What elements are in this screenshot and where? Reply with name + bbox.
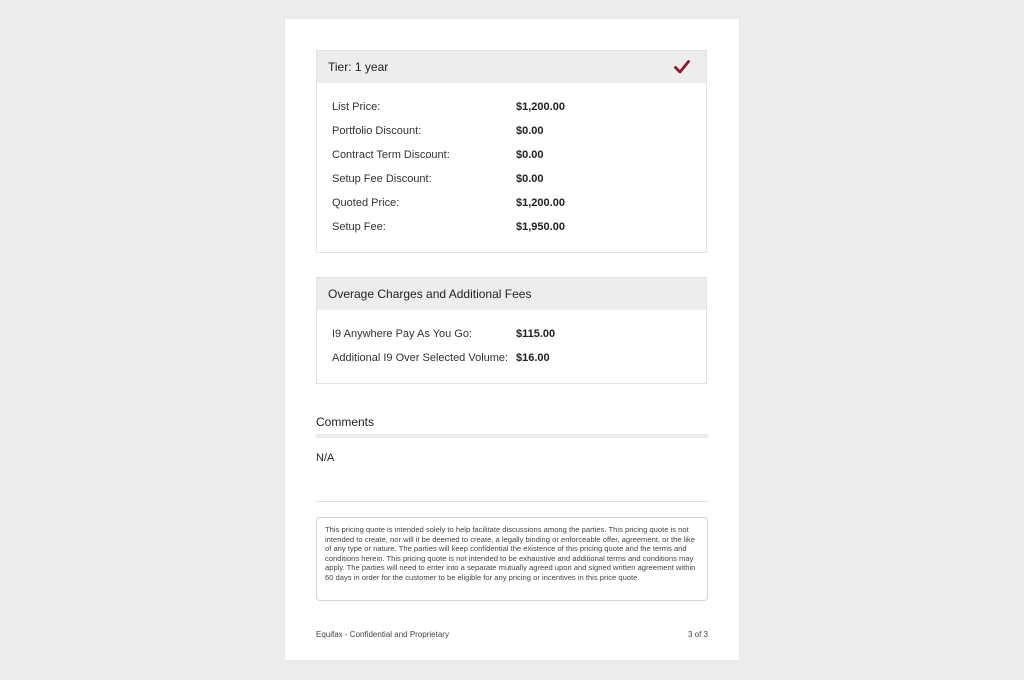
pricing-row (332, 346, 691, 370)
row-value: $0.00 (516, 125, 544, 137)
document-page (285, 19, 739, 660)
page-footer (316, 630, 708, 639)
comments-divider (316, 434, 708, 438)
row-label: I9 Anywhere Pay As You Go: (332, 328, 473, 340)
pricing-row (332, 95, 691, 119)
pricing-row (332, 215, 691, 239)
row-value: $0.00 (516, 149, 544, 161)
checkmark-icon (673, 58, 691, 76)
overage-card (316, 277, 707, 384)
row-label: List Price: (332, 101, 381, 113)
row-value: $115.00 (516, 328, 556, 340)
comments-title: Comments (316, 415, 375, 429)
tier-card-header (317, 51, 706, 83)
row-label: Quoted Price: (332, 197, 400, 209)
row-label: Setup Fee Discount: (332, 173, 432, 185)
pricing-row (332, 167, 691, 191)
comments-text: N/A (316, 452, 335, 464)
row-value: $16.00 (516, 352, 550, 364)
tier-title: Tier: 1 year (328, 60, 389, 74)
footer-confidential-text: Equifax - Confidential and Proprietary (316, 630, 449, 639)
tier-card (316, 50, 707, 253)
page-number: 3 of 3 (687, 630, 708, 639)
row-label: Portfolio Discount: (332, 125, 422, 137)
pricing-row (332, 143, 691, 167)
pricing-row (332, 322, 691, 346)
row-value: $1,200.00 (516, 197, 565, 209)
overage-title: Overage Charges and Additional Fees (328, 287, 532, 301)
tier-card-body (317, 83, 706, 247)
row-label: Contract Term Discount: (332, 149, 450, 161)
overage-card-body (317, 310, 706, 378)
disclaimer-box: This pricing quote is intended solely to help facilitate discussions among the parties. This pricing quote is not intended to create, nor will it be deemed to create, a legally binding or enforceable offer, agreement, or the like of any type or nature. The parties will keep confidential the existence of this pricing quote and the terms and conditions herein. This pricing quote is not intended to be exhaustive and additional terms and conditions may apply. The parties will need to enter into a separate mutually agreed upon and signed written agreement within 60 days in order for the customer to be eligible for any pricing or incentives in this price quote. (316, 517, 708, 601)
row-value: $1,950.00 (516, 221, 565, 233)
row-value: $1,200.00 (516, 101, 565, 113)
overage-card-header (317, 278, 706, 310)
pricing-row (332, 191, 691, 215)
comments-bottom-rule (316, 501, 708, 502)
row-value: $0.00 (516, 173, 544, 185)
row-label: Additional I9 Over Selected Volume: (332, 352, 509, 364)
row-label: Setup Fee: (332, 221, 386, 233)
pricing-row (332, 119, 691, 143)
